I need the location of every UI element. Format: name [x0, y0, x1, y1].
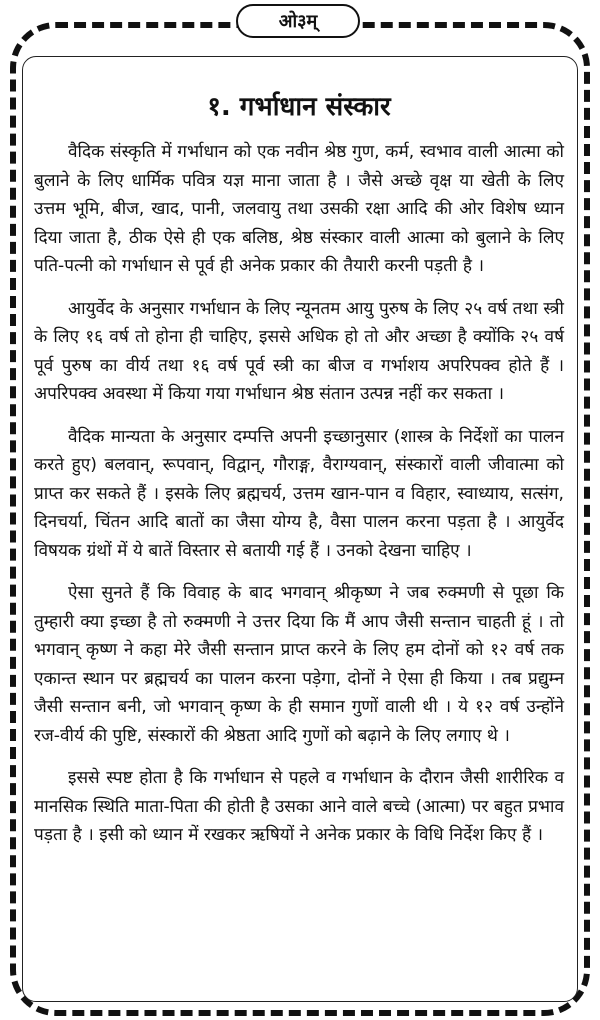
paragraph-2: आयुर्वेद के अनुसार गर्भाधान के लिए न्यूनतम आयु पुरुष के लिए २५ वर्ष तथा स्त्री के लिए १६ वर्ष तो होना ही चाहिए, इससे अधिक हो तो और अच्छा है क्योंकि २५ वर्ष पूर्व पुरुष का वीर्य तथा १६ वर्ष पूर्व स्त्री का बीज व गर्भाशय अपरिपक्व होते हैं । अपरिपक्व अवस्था में किया गया गर्भाधान श्रेष्ठ संतान उत्पन्न नहीं कर सकता ।	[34, 298, 564, 404]
paragraph-1: वैदिक संस्कृति में गर्भाधान को एक नवीन श्रेष्ठ गुण, कर्म, स्वभाव वाली आत्मा को बुलाने के लिए धार्मिक पवित्र यज्ञ माना जाता है । जैसे अच्छे वृक्ष या खेती के लिए उत्तम भूमि, बीज, खाद, पानी, जलवायु तथा उसकी रक्षा आदि की ओर विशेष ध्यान दिया जाता है, ठीक ऐसे ही एक बलिष्ठ, श्रेष्ठ संस्कार वाली आत्मा को बुलाने के लिए पति-पत्नी को गर्भाधान से पूर्व ही अनेक प्रकार की तैयारी करनी पड़ती है ।	[34, 142, 564, 276]
om-label: ओ३म्	[278, 11, 318, 32]
page-content	[34, 90, 564, 864]
paragraph-5: इससे स्पष्ट होता है कि गर्भाधान से पहले व गर्भाधान के दौरान जैसी शारीरिक व मानसिक स्थिति माता-पिता की होती है उसका आने वाले बच्चे (आत्मा) पर बहुत प्रभाव पड़ता है । इसी को ध्यान में रखकर ऋषियों ने अनेक प्रकार के विधि निर्देश किए हैं ।	[34, 768, 564, 845]
om-header-badge	[236, 4, 360, 38]
paragraph-3: वैदिक मान्यता के अनुसार दम्पत्ति अपनी इच्छानुसार (शास्त्र के निर्देशों का पालन करते हुए) बलवान्, रूपवान्, विद्वान्, गौराङ्ग, वैराग्यवान्, संस्कारों वाली जीवात्मा को प्राप्त कर सकते हैं । इसके लिए ब्रह्मचर्य, उत्तम खान-पान व विहार, स्वाध्याय, सत्संग, दिनचर्या, चिंतन आदि बातों का जैसा योग्य है, वैसा पालन करना पड़ता है । आयुर्वेद विषयक ग्रंथों में ये बातें विस्तार से बतायी गई हैं । उनको देखना चाहिए ।	[34, 426, 564, 561]
paragraph-4: ऐसा सुनते हैं कि विवाह के बाद भगवान् श्रीकृष्ण ने जब रुक्मणी से पूछा कि तुम्हारी क्या इच्छा है तो रुक्मणी ने उत्तर दिया कि मैं आप जैसी सन्तान चाहती हूं । तो भगवान् कृष्ण ने कहा मेरे जैसी सन्तान प्राप्त करने के लिए हम दोनों को १२ वर्ष तक एकान्त स्थान पर ब्रह्मचर्य का पालन करना पड़ेगा, दोनों ने ऐसा ही किया । तब प्रद्युम्न जैसी सन्तान बनी, जो भगवान् कृष्ण के ही समान गुणों वाली थी । ये १२ वर्ष उन्होंने रज-वीर्य की पुष्टि, संस्कारों की श्रेष्ठता आदि गुणों को बढ़ाने के लिए लगाए थे ।	[34, 583, 564, 746]
chapter-title: १. गर्भाधान संस्कार	[207, 92, 391, 122]
